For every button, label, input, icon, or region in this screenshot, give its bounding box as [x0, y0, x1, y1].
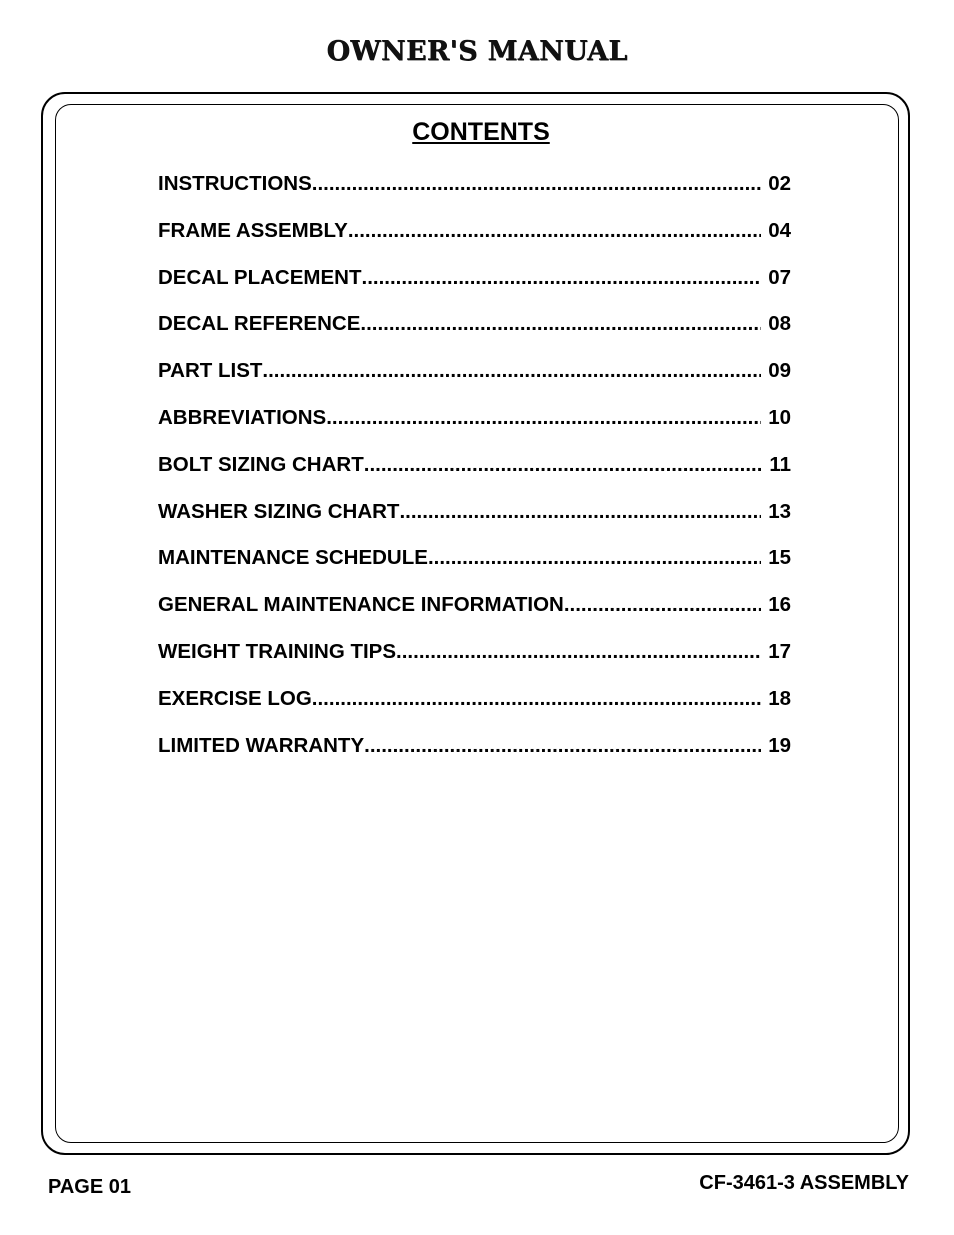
toc-leader-dots	[312, 172, 761, 196]
toc-entry-label: LIMITED WARRANTY	[158, 733, 365, 757]
toc-leader-dots	[399, 500, 761, 524]
toc-entry[interactable]	[158, 359, 791, 406]
toc-leader-dots	[428, 546, 761, 570]
contents-heading: CONTENTS	[412, 118, 550, 146]
toc-entry-page: 11	[769, 452, 791, 476]
toc-leader-dots	[364, 453, 761, 477]
toc-entry[interactable]	[158, 219, 791, 266]
toc-entry-label: BOLT SIZING CHART	[158, 452, 364, 476]
page-number: PAGE 01	[48, 1176, 131, 1198]
toc-entry[interactable]	[158, 734, 791, 781]
toc-entry-label: GENERAL MAINTENANCE INFORMATION	[158, 593, 564, 617]
toc-entry-page: 08	[768, 312, 791, 336]
toc-entry-page: 18	[768, 686, 791, 710]
toc-entry-page: 15	[768, 546, 791, 570]
toc-entry-page: 16	[768, 593, 791, 617]
manual-title: OWNER'S MANUAL	[326, 36, 628, 67]
toc-entry-label: WASHER SIZING CHART	[158, 499, 400, 523]
toc-leader-dots	[360, 312, 761, 336]
toc-entry-page: 07	[768, 265, 791, 289]
toc-entry[interactable]	[158, 687, 791, 734]
toc-entry[interactable]	[158, 266, 791, 313]
toc-leader-dots	[362, 266, 762, 290]
toc-entry-label: EXERCISE LOG	[158, 686, 312, 710]
toc-entry[interactable]	[158, 453, 791, 500]
table-of-contents	[158, 172, 791, 780]
toc-entry-label: DECAL REFERENCE	[158, 312, 361, 336]
toc-leader-dots	[564, 593, 761, 617]
toc-leader-dots	[326, 406, 761, 430]
toc-leader-dots	[396, 640, 761, 664]
toc-entry[interactable]	[158, 406, 791, 453]
toc-entry[interactable]	[158, 640, 791, 687]
toc-entry-label: INSTRUCTIONS	[158, 172, 312, 195]
toc-entry-page: 17	[768, 639, 791, 663]
toc-entry-page: 02	[768, 172, 791, 195]
toc-entry-page: 09	[768, 359, 791, 383]
toc-entry[interactable]	[158, 546, 791, 593]
model-label: CF-3461-3 ASSEMBLY	[699, 1172, 909, 1194]
toc-entry-page: 19	[768, 733, 791, 757]
toc-leader-dots	[348, 219, 761, 243]
toc-entry-label: MAINTENANCE SCHEDULE	[158, 546, 428, 570]
toc-entry-page: 10	[768, 405, 791, 429]
toc-leader-dots	[312, 687, 761, 711]
toc-entry-page: 04	[768, 218, 791, 242]
toc-entry[interactable]	[158, 312, 791, 359]
toc-entry-label: PART LIST	[158, 359, 263, 383]
toc-leader-dots	[262, 359, 761, 383]
toc-leader-dots	[364, 734, 761, 758]
toc-entry-page: 13	[768, 499, 791, 523]
toc-entry[interactable]	[158, 500, 791, 547]
toc-entry[interactable]	[158, 172, 791, 219]
toc-entry[interactable]	[158, 593, 791, 640]
toc-entry-label: DECAL PLACEMENT	[158, 265, 362, 289]
toc-entry-label: ABBREVIATIONS	[158, 405, 327, 429]
toc-entry-label: WEIGHT TRAINING TIPS	[158, 639, 397, 663]
toc-entry-label: FRAME ASSEMBLY	[158, 218, 348, 242]
